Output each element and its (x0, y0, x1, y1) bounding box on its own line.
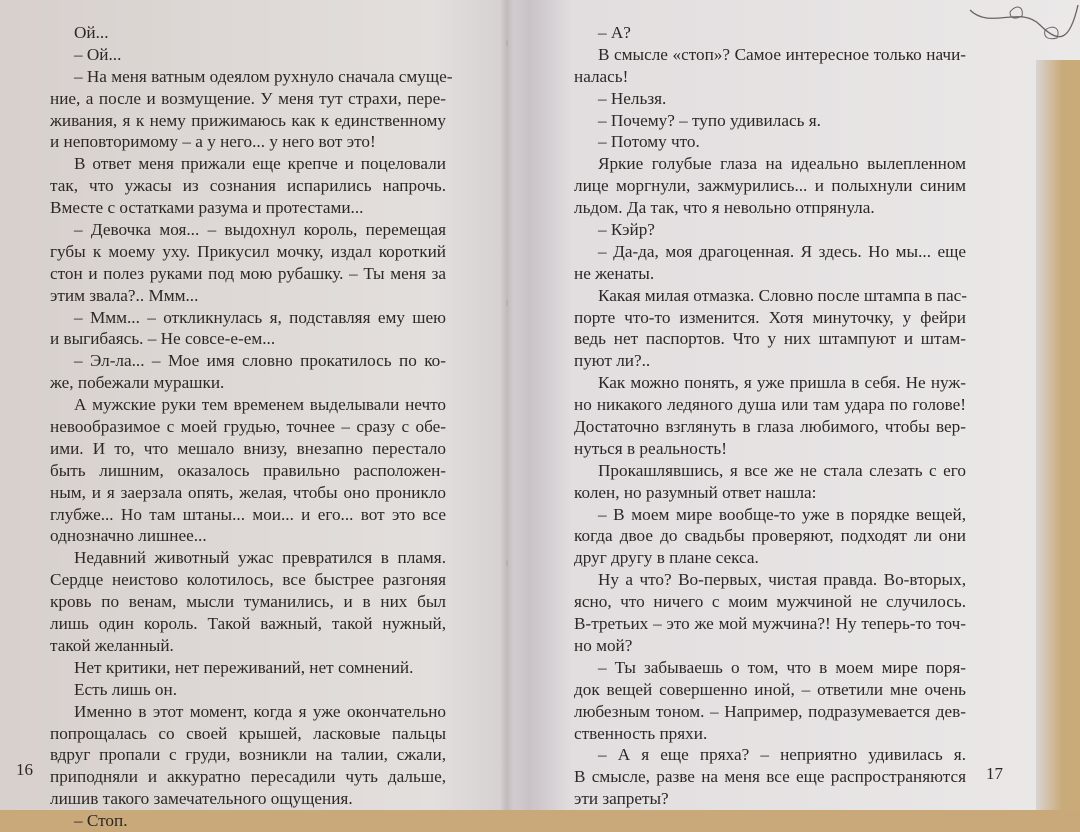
text-line: кровь по венам, мысли туманились, и в них был (50, 592, 446, 612)
text-line: – Ммм... – откликнулась я, подставляя ему шею (74, 307, 446, 327)
text-line: В ответ меня прижали еще крепче и поцеловали (74, 154, 446, 174)
text-line: – Ой... (74, 44, 122, 64)
text-line: Достаточно взглянуть в глаза любимого, чтобы вер- (574, 417, 966, 437)
text-line: ими. И то, что мешало внизу, внезапно перестало (50, 438, 446, 458)
text-line: такой желанный. (50, 635, 174, 655)
text-line: В смысле «стоп»? Самое интересное только начи- (598, 44, 966, 64)
text-line: – На меня ватным одеялом рухнуло сначала смуще- (74, 66, 453, 86)
text-line: однозначно лишнее... (50, 526, 207, 546)
text-line: колен, но разумный ответ нашла: (574, 482, 817, 502)
floral-ornament (960, 0, 1080, 60)
left-page-text (50, 22, 453, 832)
text-line: – Девочка моя... – выдохнул король, перемещая (74, 220, 446, 240)
binding-stitch (506, 300, 508, 306)
text-line: так, что ужасы из сознания испарились напрочь. (50, 176, 446, 196)
text-line: ведь нет паспортов. Что у них штампуют и штам- (574, 329, 966, 349)
text-line: Сердце неистово колотилось, все быстрее разгоняя (50, 570, 446, 590)
text-line: невообразимое с моей грудью, точнее – сразу с обе- (50, 417, 446, 437)
text-line: лишь один король. Такой важный, такой нужный, (50, 614, 446, 634)
text-line: – Нельзя. (598, 88, 667, 108)
text-line: – Да-да, моя драгоценная. Я здесь. Но мы... еще (598, 241, 966, 261)
text-line: Вместе с остатками разума и протестами... (50, 198, 364, 218)
text-line: друг другу в плане секса. (574, 548, 759, 568)
text-line: стон и полез руками под мою рубашку. – Ты меня за (50, 263, 446, 283)
text-line: Ну а что? Во-первых, чистая правда. Во-вторых, (598, 570, 966, 590)
text-line: этим звала?.. Ммм... (50, 285, 199, 305)
page-edge (1036, 60, 1080, 810)
text-line: эти запреты? (574, 789, 669, 809)
text-line: Как можно понять, я уже пришла в себя. Не нуж- (598, 373, 966, 393)
text-line: Какая милая отмазка. Словно после штампа в пас- (598, 285, 968, 305)
text-line: быть лишним, оказалось правильно расположен- (50, 460, 446, 480)
text-line: не женаты. (574, 263, 655, 283)
text-line: А мужские руки тем временем выделывали нечто (74, 395, 446, 415)
text-line: В смысле, разве на меня все еще распространяются (574, 767, 966, 787)
binding-stitch (506, 40, 508, 46)
text-line: глубже... Но там штаны... мои... и его... вот это все (50, 504, 446, 524)
text-line: и неповторимому – а у него... у него вот это! (50, 132, 376, 152)
text-line: Недавний животный ужас превратился в пламя. (74, 548, 446, 568)
text-line: док вещей совершенно иной, – ответили мне очень (574, 679, 966, 699)
text-line: Нет критики, нет переживаний, нет сомнений. (74, 657, 414, 677)
text-line: но никакого ледяного душа или там удара по голове! (574, 395, 966, 415)
text-line: Прокашлявшись, я все же не стала слезать с его (598, 460, 966, 480)
text-line: но мой? (574, 635, 633, 655)
text-line: льдом. Да так, что я невольно отпрянула. (574, 198, 875, 218)
text-line: вдруг пропали с груди, возникли на талии, сжали, (50, 745, 446, 765)
text-line: В-третьих – это же мой мужчина?! Ну теперь-то точ- (574, 614, 966, 634)
left-page-number: 16 (16, 760, 33, 779)
text-line: приподняли и аккуратно пересадили чуть дальше, (50, 767, 446, 787)
book-gutter (500, 0, 514, 810)
text-line: – Потому что. (598, 132, 700, 152)
text-line: – А? (598, 23, 631, 42)
text-line: и выгибаясь. – Не совсе-е-ем... (50, 329, 276, 349)
text-line: живания, я к нему прижимаюсь как к единственному (50, 110, 446, 130)
binding-stitch (506, 560, 508, 566)
text-line: губы к моему уху. Прикусил мочку, издал короткий (50, 241, 446, 261)
text-line: – Почему? – тупо удивилась я. (598, 110, 821, 130)
text-line: пуют ли?.. (574, 351, 651, 371)
text-line: – А я еще пряха? – неприятно удивилась я. (598, 745, 966, 765)
text-line: – Эл-ла... – Мое имя словно прокатилось по ко- (74, 351, 446, 371)
text-line: – В моем мире вообще-то уже в порядке вещей, (598, 504, 966, 524)
right-page-number: 17 (986, 764, 1003, 783)
text-line: любезным тоном. – Например, подразумевается дев- (574, 701, 966, 721)
text-line: – Кэйр? (598, 220, 655, 240)
text-line: лице моргнули, зажмурились... и полыхнули синим (574, 176, 966, 196)
text-line: порте что-то изменится. Хотя минуточку, у фейри (574, 307, 966, 327)
text-line: ние, а после и возмущение. У меня тут страхи, пере- (50, 88, 446, 108)
text-line: ным, и я заерзала опять, желая, чтобы оно проникло (50, 482, 446, 502)
text-line: ясно, что ничего с моим мужчиной не случилось. (574, 592, 966, 612)
text-line: Ой... (74, 23, 109, 42)
text-line: – Стоп. (74, 811, 128, 831)
text-line: – Ты забываешь о том, что в моем мире поря- (598, 657, 966, 677)
text-line: налась! (574, 66, 629, 86)
text-line: Яркие голубые глаза на идеально вылепленном (598, 154, 966, 174)
text-line: же, побежали мурашки. (50, 373, 225, 393)
text-line: ственность пряхи. (574, 723, 708, 743)
text-line: лишив такого замечательного ощущения. (50, 789, 353, 809)
text-line: Есть лишь он. (74, 679, 178, 699)
text-line: Именно в этот момент, когда я уже окончательно (74, 701, 446, 721)
text-line: нуться в реальность! (574, 438, 727, 458)
right-page-text (574, 22, 966, 810)
text-line: попрощалась со своей крышей, ласковые пальцы (50, 723, 446, 743)
text-line: когда двое до свадьбы проверяют, подходят ли они (574, 526, 966, 546)
